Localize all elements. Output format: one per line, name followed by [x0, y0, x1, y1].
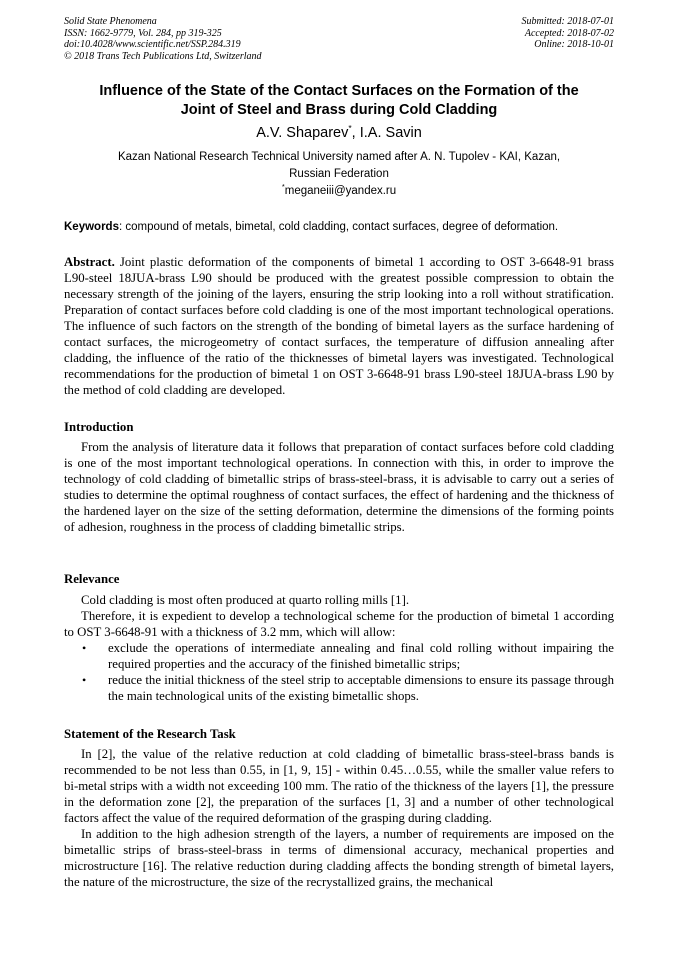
introduction-section [64, 439, 614, 535]
corresponding-author-mark: * [348, 123, 352, 134]
keywords [64, 219, 624, 235]
keywords-text: : compound of metals, bimetal, cold cladding, contact surfaces, degree of deformation. [118, 221, 559, 233]
author-separator: , [351, 125, 360, 141]
submitted-date: Submitted: 2018-07-01 [521, 16, 614, 27]
statement-section [64, 746, 614, 890]
statement-paragraph-1: In [2], the value of the relative reduction at cold cladding of bimetallic brass-steel-brass bands is recommended to be not less than 0.55, in [1, 9, 15] - within 0.45…0.55, while the smaller value refers to bi-metal strips with a width not exceeding 100 mm. The ratio of the thickness of the layers [1], the pressure in the deformation zone [2], the preparation of the surfaces [1, 3] and a number of other technological factors affect the value of the required deformation of the grasping during cladding. [64, 747, 614, 825]
keywords-label: Keywords [64, 221, 119, 233]
affiliation-line-2: Russian Federation [289, 167, 389, 180]
abstract-text: Joint plastic deformation of the components of bimetal 1 according to OST 3-6648-91 brass L90-steel 18JUA-brass L90 should be produced with the greatest possible compression to obtain the necessary strength of the joining of the layers, ensuring the strip looking into a roll without stratification. Preparation of contact surfaces before cold cladding is one of the most important technological operations. The influence of such factors on the strength of the bonding of bimetal layers as the surface hardening of contact surfaces, the microgeometry of contact surfaces, the temperature of diffusion annealing after cladding, the influence of the ratio of the thicknesses of bimetal layers was investigated. Technological recommendations for the production of bimetal 1 on OST 3-6648-91 brass L90-steel 18JUA-brass L90 by the method of cold cladding are developed. [64, 255, 614, 397]
relevance-paragraph-2: Therefore, it is expedient to develop a technological scheme for the production of bimetal 1 according to OST 3-6648-91 with a thickness of 3.2 mm, which will allow: [64, 609, 614, 639]
online-date: Online: 2018-10-01 [534, 39, 614, 51]
relevance-heading: Relevance [64, 572, 120, 586]
issn-line: ISSN: 1662-9779, Vol. 284, pp 319-325 [64, 27, 222, 39]
list-item [64, 640, 614, 672]
statement-paragraph-2: In addition to the high adhesion strength of the layers, a number of requirements are imposed on the bimetallic strips of brass-steel-brass in terms of dimensional accuracy, mechanical properties and microstructure [16]. The relative reduction during cladding affects the bonding strength of bimetal layers, the nature of the microstructure, the size of the recrystallized grains, the mechanical [64, 827, 614, 889]
bullet-icon: • [82, 641, 87, 655]
relevance-section [64, 592, 614, 704]
bullet-text-2: reduce the initial thickness of the steel strip to acceptable dimensions to ensure its passage through the main technological units of the existing bimetallic shops. [108, 673, 614, 703]
relevance-bullet-list [64, 640, 614, 704]
relevance-paragraph-1: Cold cladding is most often produced at quarto rolling mills [1]. [81, 593, 410, 607]
publication-info [64, 16, 262, 62]
doi-line: doi:10.4028/www.scientific.net/SSP.284.319 [64, 39, 241, 51]
introduction-paragraph: From the analysis of literature data it follows that preparation of contact surfaces before cold cladding is one of the most important technological operations. In connection with this, in order to improve the technology of cold cladding of bimetallic strips of brass-steel-brass, it is advisable to carry out a series of studies to determine the optimal roughness of contact surfaces, the effect of hardening and the thickness of the hardened layer on the size of the setting deformation, determine the dimensions of the forming points of adhesion, roughness in the process of cladding bimetallic strips. [64, 440, 614, 534]
bullet-text-1: exclude the operations of intermediate annealing and final cold rolling without impairing the required properties and the accuracy of the finished bimetallic strips; [108, 641, 614, 671]
publication-dates [522, 16, 615, 51]
journal-name: Solid State Phenomena [64, 16, 157, 27]
author-list [64, 124, 614, 142]
list-item [64, 672, 614, 704]
abstract [64, 254, 614, 398]
affiliation-line-1: Kazan National Research Technical University named after A. N. Tupolev - KAI, Kazan, [117, 151, 561, 163]
bullet-icon: • [82, 673, 87, 687]
email-mark: * [281, 182, 285, 192]
affiliation [64, 149, 614, 182]
copyright-line: © 2018 Trans Tech Publications Ltd, Switzerland [64, 50, 262, 62]
author-email [64, 183, 614, 199]
title-line-2: Joint of Steel and Brass during Cold Cladding [180, 101, 498, 118]
introduction-heading: Introduction [64, 420, 134, 434]
author-2: I.A. Savin [359, 125, 422, 141]
author-1: A.V. Shaparev [256, 125, 349, 141]
paper-title [64, 82, 614, 119]
abstract-label: Abstract. [64, 255, 115, 269]
accepted-date: Accepted: 2018-07-02 [524, 27, 614, 39]
email-address[interactable]: meganeiii@yandex.ru [284, 185, 397, 197]
title-line-1: Influence of the State of the Contact Surfaces on the Formation of the [99, 83, 579, 99]
statement-heading: Statement of the Research Task [64, 727, 236, 741]
